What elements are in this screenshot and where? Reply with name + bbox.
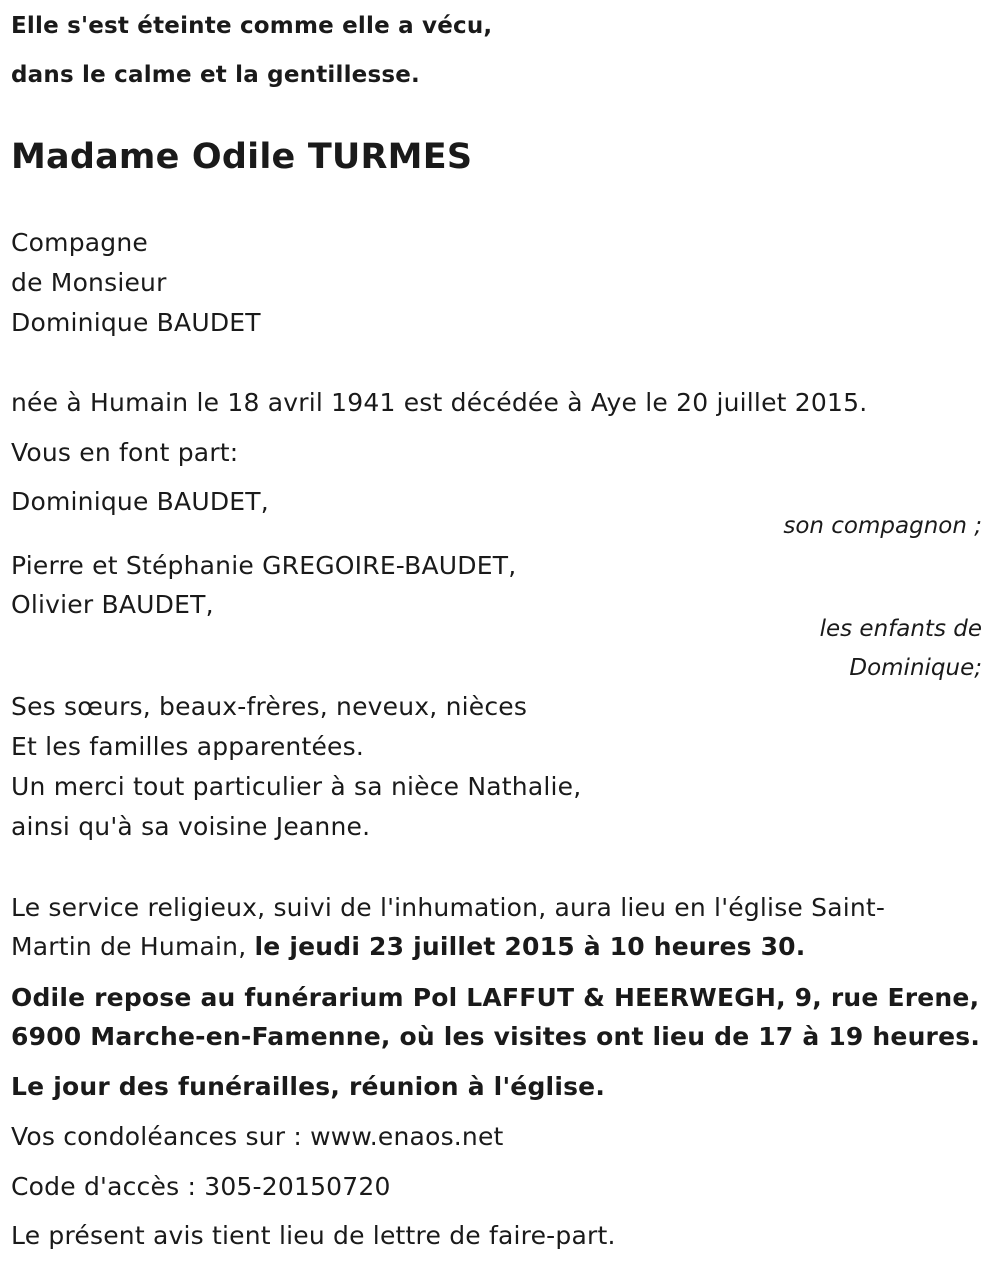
announcers-intro: Vous en font part:: [11, 438, 239, 467]
intro-line-1: Elle s'est éteinte comme elle a vécu,: [11, 13, 493, 39]
partner-line-3: Dominique BAUDET: [11, 308, 261, 337]
intro-line-2: dans le calme et la gentillesse.: [11, 62, 420, 88]
children-role-line-1: les enfants de: [819, 616, 982, 642]
access-code-text: Code d'accès : 305-20150720: [11, 1172, 391, 1201]
family-line-3: Un merci tout particulier à sa nièce Nathalie,: [11, 772, 582, 801]
service-line-2: [11, 932, 805, 962]
funerarium-line-2: 6900 Marche-en-Famenne, où les visites ont lieu de 17 à 19 heures.: [11, 1022, 981, 1051]
children-line-1: Pierre et Stéphanie GREGOIRE-BAUDET,: [11, 551, 517, 580]
closing-text: Le présent avis tient lieu de lettre de faire-part.: [11, 1221, 616, 1250]
birth-death-text: née à Humain le 18 avril 1941 est décédée à Aye le 20 juillet 2015.: [11, 388, 868, 417]
meeting-text: Le jour des funérailles, réunion à l'église.: [11, 1072, 606, 1101]
children-role-line-2: Dominique;: [849, 655, 982, 681]
children-line-2: Olivier BAUDET,: [11, 590, 214, 619]
service-line-1: Le service religieux, suivi de l'inhumation, aura lieu en l'église Saint-: [11, 893, 886, 922]
partner-line-1: Compagne: [11, 228, 148, 257]
funerarium-line-1: Odile repose au funérarium Pol LAFFUT & HEERWEGH, 9, rue Erene,: [11, 983, 980, 1012]
family-line-1: Ses sœurs, beaux-frères, neveux, nièces: [11, 692, 528, 721]
family-line-2: Et les familles apparentées.: [11, 732, 364, 761]
companion-role: son compagnon ;: [783, 513, 982, 539]
family-line-4: ainsi qu'à sa voisine Jeanne.: [11, 812, 371, 841]
partner-line-2: de Monsieur: [11, 268, 167, 297]
condolences-text: Vos condoléances sur : www.enaos.net: [11, 1122, 504, 1151]
deceased-name: Madame Odile TURMES: [11, 137, 473, 177]
companion-name: Dominique BAUDET,: [11, 487, 269, 516]
service-location: Martin de Humain,: [11, 932, 255, 961]
service-date: le jeudi 23 juillet 2015 à 10 heures 30.: [254, 932, 806, 961]
